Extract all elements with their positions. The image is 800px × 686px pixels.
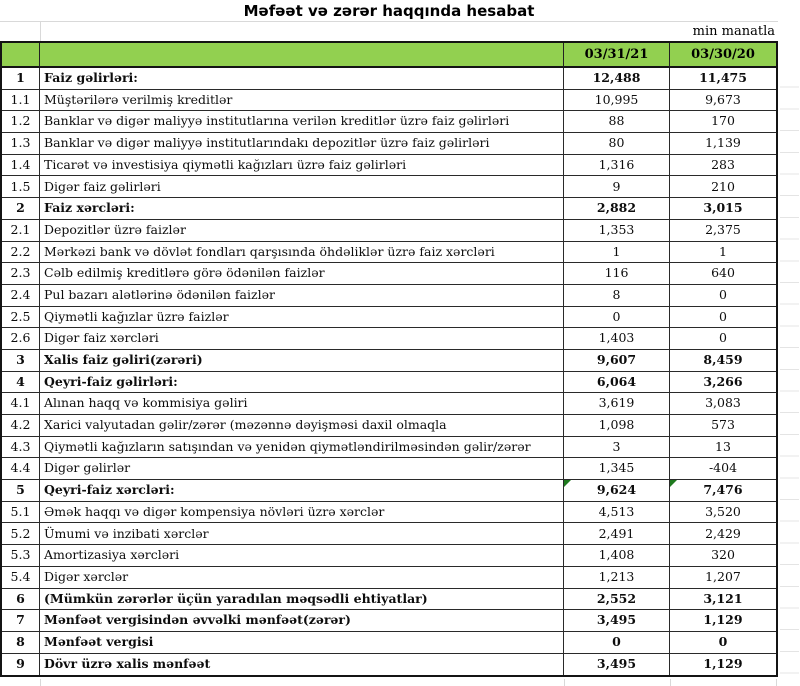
row-label: Mənfəət vergisindən əvvəlki mənfəət(zərər) [40, 610, 564, 632]
row-label: Alınan haqq və kommisiya gəliri [40, 393, 564, 415]
table-row [2, 242, 776, 264]
row-number: 9 [2, 654, 40, 676]
row-label: Faiz gəlirləri: [40, 68, 564, 90]
table-row [2, 393, 776, 415]
page-title: Məfəət və zərər haqqında hesabat [243, 2, 535, 20]
row-value-prior: -404 [670, 458, 776, 480]
header-col-date-2: 03/30/20 [670, 43, 776, 68]
table-row [2, 458, 776, 480]
row-value-prior: 3,015 [670, 198, 776, 220]
row-value-current: 116 [564, 263, 670, 285]
row-value-current: 80 [564, 133, 670, 155]
row-value-prior: 3,121 [670, 589, 776, 611]
table-row [2, 68, 776, 90]
row-number: 2.1 [2, 220, 40, 242]
row-value-current: 12,488 [564, 68, 670, 90]
gridline-vertical [40, 22, 41, 42]
row-label: Ticarət və investisiya qiymətli kağızları üzrə faiz gəlirləri [40, 155, 564, 177]
row-value-prior: 1,139 [670, 133, 776, 155]
table-row [2, 589, 776, 611]
row-value-current: 1,353 [564, 220, 670, 242]
row-number: 1.5 [2, 176, 40, 198]
row-number: 2 [2, 198, 40, 220]
table-row [2, 654, 776, 676]
row-value-prior: 11,475 [670, 68, 776, 90]
row-value-prior: 1,129 [670, 610, 776, 632]
row-number: 5.2 [2, 523, 40, 545]
row-value-current: 1 [564, 242, 670, 264]
row-number: 4 [2, 372, 40, 394]
row-number: 5.4 [2, 567, 40, 589]
row-label: Digər faiz gəlirləri [40, 176, 564, 198]
row-label: Dövr üzrə xalis mənfəət [40, 654, 564, 676]
table-row [2, 263, 776, 285]
table-row [2, 480, 776, 502]
row-value-current: 3,495 [564, 610, 670, 632]
table-header-row [2, 43, 776, 68]
row-value-prior: 573 [670, 415, 776, 437]
row-label: Banklar və digər maliyyə institutlarına verilən kreditlər üzrə faiz gəlirləri [40, 111, 564, 133]
table-row [2, 198, 776, 220]
table-row [2, 545, 776, 567]
row-value-current: 9,607 [564, 350, 670, 372]
table-row [2, 567, 776, 589]
row-value-prior: 210 [670, 176, 776, 198]
row-value-prior: 170 [670, 111, 776, 133]
row-number: 6 [2, 589, 40, 611]
row-number: 2.3 [2, 263, 40, 285]
row-label: Xarici valyutadan gəlir/zərər (məzənnə dəyişməsi daxil olmaqla [40, 415, 564, 437]
row-number: 2.4 [2, 285, 40, 307]
row-number: 1.2 [2, 111, 40, 133]
row-value-current: 1,408 [564, 545, 670, 567]
row-value-prior: 640 [670, 263, 776, 285]
row-label: Pul bazarı alətlərinə ödənilən faizlər [40, 285, 564, 307]
row-label: Qeyri-faiz gəlirləri: [40, 372, 564, 394]
row-value-prior: 1,129 [703, 656, 743, 672]
row-label: Qeyri-faiz xərcləri: [40, 480, 564, 502]
row-value-current: 8 [564, 285, 670, 307]
row-label: Cəlb edilmiş kreditlərə görə ödənilən faizlər [40, 263, 564, 285]
row-value-prior: 0 [670, 307, 776, 329]
row-number: 4.4 [2, 458, 40, 480]
row-value-prior: 3,266 [670, 372, 776, 394]
row-label: Mənfəət vergisi [40, 632, 564, 654]
row-label: Müştərilərə verilmiş kreditlər [40, 90, 564, 112]
table-row [2, 437, 776, 459]
header-col-date-1: 03/31/21 [564, 43, 670, 68]
row-value-current: 0 [564, 632, 670, 654]
row-number: 3 [2, 350, 40, 372]
table-row [2, 90, 776, 112]
row-value-prior: 0 [670, 632, 776, 654]
row-value-current: 1,316 [564, 155, 670, 177]
row-label: (Mümkün zərərlər üçün yaradılan məqsədli ehtiyatlar) [40, 589, 564, 611]
row-value-current: 6,064 [564, 372, 670, 394]
row-value-prior: 9,673 [670, 90, 776, 112]
row-label: Mərkəzi bank və dövlət fondları qarşısında öhdəliklər üzrə faiz xərcləri [40, 242, 564, 264]
row-label: Qiymətli kağızlar üzrə faizlər [40, 307, 564, 329]
header-empty-number-cell [2, 43, 40, 68]
row-number: 2.2 [2, 242, 40, 264]
row-label: Əmək haqqı və digər kompensiya növləri üzrə xərclər [40, 502, 564, 524]
gridline-stub [776, 679, 777, 686]
row-value-prior: 3,083 [670, 393, 776, 415]
row-number: 1.3 [2, 133, 40, 155]
row-value-current: 2,552 [564, 589, 670, 611]
table-row [2, 133, 776, 155]
row-value-current: 3,619 [564, 393, 670, 415]
row-value-current: 1,345 [564, 458, 670, 480]
row-value-current: 2,491 [564, 523, 670, 545]
row-label: Amortizasiya xərcləri [40, 545, 564, 567]
row-value-current: 4,513 [564, 502, 670, 524]
sheet-gridline-gutter [780, 66, 799, 678]
units-note-row [0, 21, 778, 42]
row-value-current: 10,995 [564, 90, 670, 112]
row-number: 2.6 [2, 328, 40, 350]
cell-comment-marker-icon [670, 480, 677, 487]
row-value-prior: 1 [670, 242, 776, 264]
gridline-stub [564, 679, 565, 686]
row-value-current: 9,624 [564, 480, 670, 502]
table-row [2, 610, 776, 632]
row-label: Depozitlər üzrə faizlər [40, 220, 564, 242]
units-note: min manatla [692, 24, 775, 39]
table-row [2, 111, 776, 133]
header-empty-label-cell [40, 43, 564, 68]
table-body [2, 68, 776, 675]
row-number: 7 [2, 610, 40, 632]
row-value-prior: 0 [670, 285, 776, 307]
row-label: Digər gəlirlər [40, 458, 564, 480]
row-value-current: 88 [564, 111, 670, 133]
row-label: Banklar və digər maliyyə institutlarındakı depozitlər üzrə faiz gəlirləri [40, 133, 564, 155]
table-row [2, 328, 776, 350]
table-row [2, 220, 776, 242]
row-value-prior: 2,375 [670, 220, 776, 242]
row-label: Faiz xərcləri: [40, 198, 564, 220]
row-number: 4.2 [2, 415, 40, 437]
row-value-prior: 7,476 [670, 480, 776, 502]
row-number: 5 [2, 480, 40, 502]
row-value-prior: 8,459 [670, 350, 776, 372]
row-number: 1 [2, 68, 40, 90]
row-number: 4.3 [2, 437, 40, 459]
row-label: Qiymətli kağızların satışından və yenidən qiymətləndirilməsindən gəlir/zərər [40, 437, 564, 459]
row-label: Ümumi və inzibati xərclər [40, 523, 564, 545]
table-row [2, 176, 776, 198]
row-value-current: 0 [564, 307, 670, 329]
income-statement-table [0, 41, 778, 677]
table-row [2, 155, 776, 177]
table-row [2, 415, 776, 437]
table-row [2, 502, 776, 524]
row-number: 1.1 [2, 90, 40, 112]
gridline-stub [670, 679, 671, 686]
row-number: 1.4 [2, 155, 40, 177]
table-row [2, 632, 776, 654]
row-value-current: 1,403 [564, 328, 670, 350]
cell-comment-marker-icon [564, 480, 571, 487]
row-value-current: 2,882 [564, 198, 670, 220]
row-value-current: 1,213 [564, 567, 670, 589]
table-row [2, 523, 776, 545]
row-value-prior: 0 [670, 328, 776, 350]
row-number: 2.5 [2, 307, 40, 329]
table-row [2, 285, 776, 307]
table-row [2, 307, 776, 329]
row-label: Digər faiz xərcləri [40, 328, 564, 350]
row-label: Xalis faiz gəliri(zərəri) [40, 350, 564, 372]
row-value-prior: 13 [670, 437, 776, 459]
row-number: 8 [2, 632, 40, 654]
row-value-current: 1,098 [564, 415, 670, 437]
row-value-prior: 2,429 [670, 523, 776, 545]
row-value-prior: 283 [670, 155, 776, 177]
gridline-stub [40, 679, 41, 686]
table-row [2, 350, 776, 372]
row-value-current: 9 [564, 176, 670, 198]
row-value-current: 3,495 [564, 654, 670, 676]
row-label: Digər xərclər [40, 567, 564, 589]
row-value-prior: 320 [670, 545, 776, 567]
table-row [2, 372, 776, 394]
row-value-current: 3 [564, 437, 670, 459]
row-number: 4.1 [2, 393, 40, 415]
row-value-prior: 3,520 [670, 502, 776, 524]
row-number: 5.1 [2, 502, 40, 524]
row-value-prior: 1,207 [670, 567, 776, 589]
row-number: 5.3 [2, 545, 40, 567]
